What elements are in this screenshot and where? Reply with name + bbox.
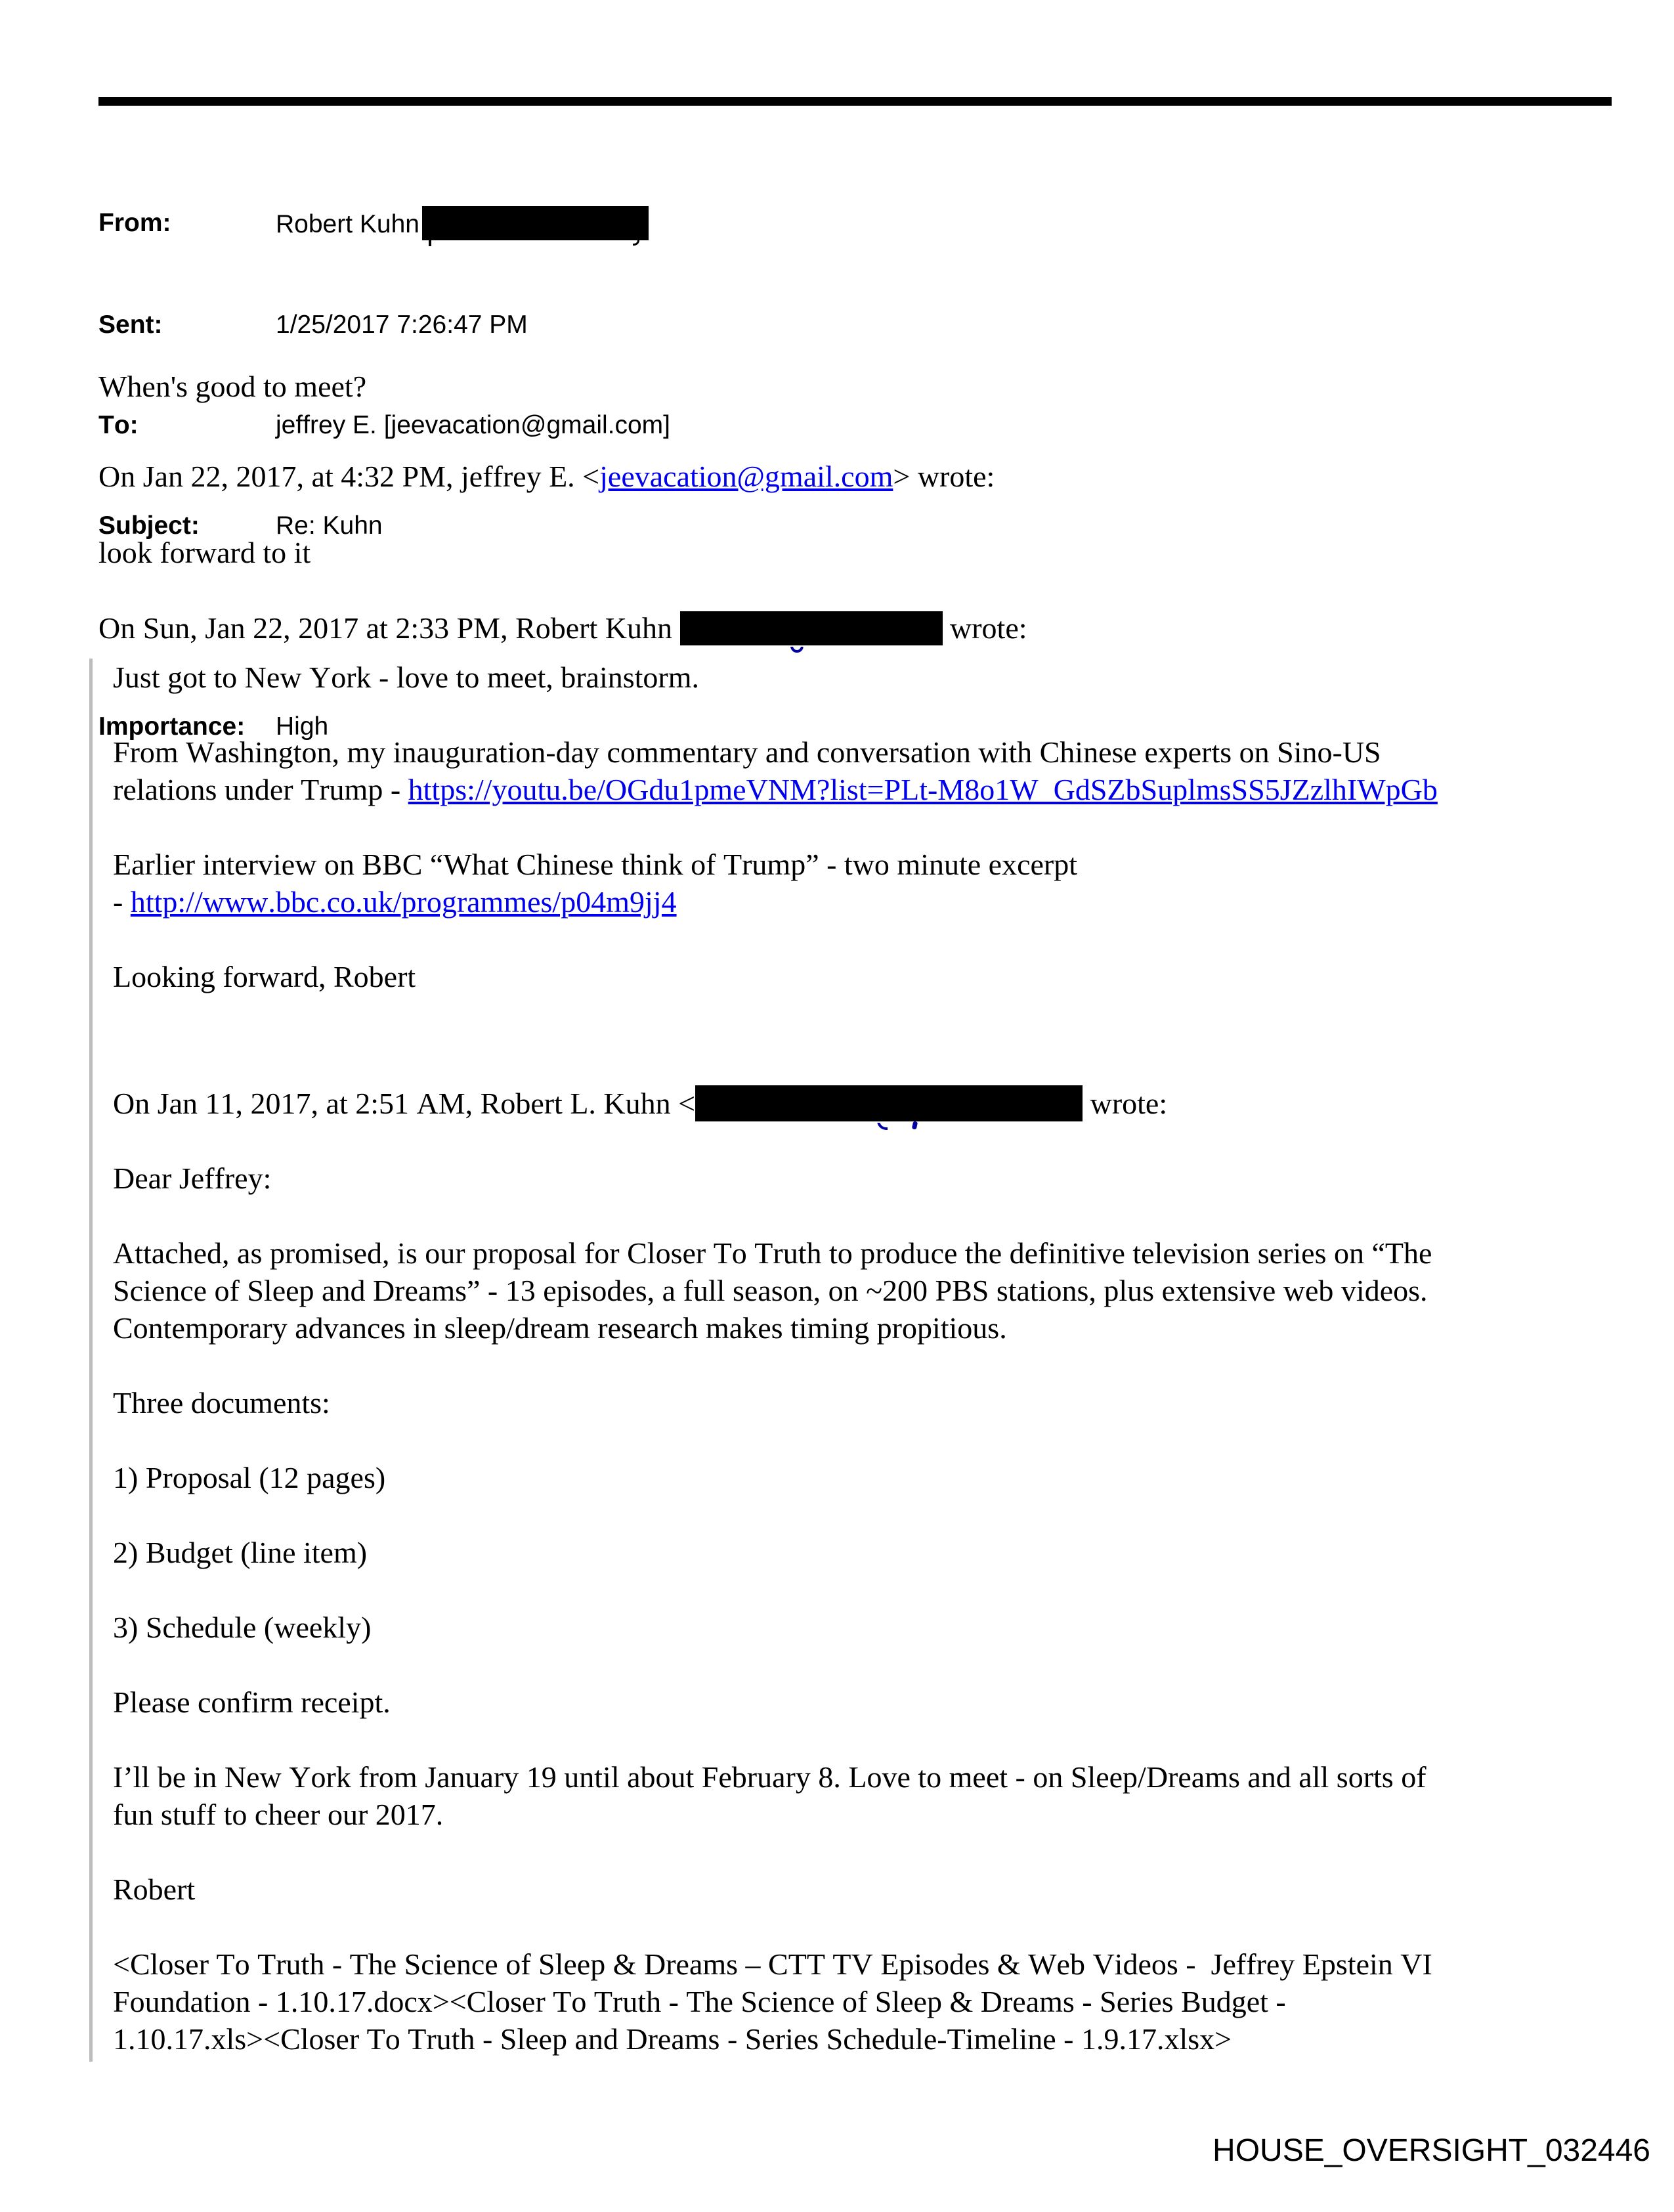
three-documents-line: Three documents: [113, 1386, 330, 1420]
header-divider-rule [98, 97, 1612, 106]
subject-value: Re: Kuhn [276, 511, 383, 540]
doc-item-proposal: 1) Proposal (12 pages) [113, 1461, 386, 1494]
quoted-message [89, 659, 1628, 2062]
bbc-paragraph-line2 [113, 883, 1628, 921]
salutation: Dear Jeffrey: [113, 1161, 272, 1195]
from-value [276, 206, 649, 241]
importance-value: High [276, 712, 329, 741]
attachment-list-line2: Foundation - 1.10.17.docx><Closer To Truth - The Science of Sleep & Dreams - Series Budget - [113, 1985, 1286, 2018]
reply1-text: look forward to it [98, 536, 311, 569]
washington-paragraph-line1: From Washington, my inauguration-day commentary and conversation with Chinese experts on Sino-US [113, 735, 1381, 769]
redacted-comma-remnant [911, 1121, 917, 1129]
redacted-at-sign-remnant [790, 640, 804, 653]
reply2-attribution-prefix: On Sun, Jan 22, 2017 at 2:33 PM, Robert Kuhn [98, 611, 680, 645]
redaction-box-from-address [422, 206, 649, 240]
newyork-paragraph-line2: fun stuff to cheer our 2017. [113, 1798, 444, 1831]
header-row-sent [98, 308, 1543, 341]
redaction-box-kuhn-email-2 [695, 1085, 1083, 1121]
reply3-attribution-suffix: wrote: [1083, 1087, 1168, 1120]
attachment-list-line1: <Closer To Truth - The Science of Sleep & Dreams – CTT TV Episodes & Web Videos - Jeffrey Epstein VI [113, 1947, 1432, 1981]
youtube-link[interactable]: https://youtu.be/OGdu1pmeVNM?list=PLt-M8o1W_GdSZbSuplmsSS5JZzlhIWpGb [408, 773, 1438, 806]
reply3-attribution-prefix: On Jan 11, 2017, at 2:51 AM, Robert L. Kuhn < [113, 1087, 696, 1120]
to-value: jeffrey E. [jeevacation@gmail.com] [276, 411, 670, 439]
bbc-paragraph-line1: Earlier interview on BBC “What Chinese think of Trump” - two minute excerpt [113, 848, 1078, 881]
redaction-box-kuhn-email [680, 611, 943, 645]
attached-paragraph-line1: Attached, as promised, is our proposal for Closer To Truth to produce the definitive television series on “The [113, 1236, 1432, 1270]
newyork-paragraph-line1: I’ll be in New York from January 19 until about February 8. Love to meet - on Sleep/Dreams and all sorts of [113, 1760, 1427, 1794]
from-name: Robert Kuhn [276, 210, 419, 238]
confirm-receipt-line: Please confirm receipt. [113, 1685, 391, 1719]
email-body [98, 368, 1628, 2062]
reply2-attribution [98, 609, 1628, 647]
signature: Robert [113, 1873, 196, 1906]
bates-number: HOUSE_OVERSIGHT_032446 [1213, 2133, 1650, 2168]
sent-label: Sent: [98, 311, 163, 339]
bbc-link[interactable]: http://www.bbc.co.uk/programmes/p04m9jj4 [130, 885, 677, 919]
quoted-intro: Just got to New York - love to meet, brainstorm. [113, 661, 700, 694]
jeevacation-email-link[interactable]: jeevacation@gmail.com [599, 460, 893, 493]
washington-link-prefix: relations under Trump - [113, 773, 408, 806]
sent-value: 1/25/2017 7:26:47 PM [276, 311, 528, 339]
bbc-link-prefix: - [113, 885, 131, 919]
reply1-attribution [98, 458, 1628, 495]
redacted-g-descender-remnant [877, 1120, 888, 1130]
attachment-list-line3: 1.10.17.xls><Closer To Truth - Sleep and Dreams - Series Schedule-Timeline - 1.9.17.xlsx> [113, 2022, 1232, 2056]
quoted-closing: Looking forward, Robert [113, 960, 416, 993]
subject-label: Subject: [98, 511, 200, 540]
reply1-attribution-suffix: > wrote: [893, 460, 995, 493]
reply2-attribution-suffix: wrote: [942, 611, 1027, 645]
reply1-attribution-prefix: On Jan 22, 2017, at 4:32 PM, jeffrey E. < [98, 460, 600, 493]
to-label: To: [98, 411, 139, 439]
doc-item-schedule: 3) Schedule (weekly) [113, 1611, 372, 1644]
doc-item-budget: 2) Budget (line item) [113, 1536, 368, 1569]
washington-paragraph-line2 [113, 771, 1628, 808]
header-row-from [98, 206, 1543, 241]
attached-paragraph-line2: Science of Sleep and Dreams” - 13 episodes, a full season, on ~200 PBS stations, plus extensive web videos. [113, 1274, 1428, 1307]
from-label: From: [98, 209, 171, 237]
opening-line: When's good to meet? [98, 370, 367, 403]
importance-label: Importance: [98, 712, 246, 741]
reply3-attribution [113, 1085, 1628, 1122]
attached-paragraph-line3: Contemporary advances in sleep/dream research makes timing propitious. [113, 1311, 1007, 1345]
